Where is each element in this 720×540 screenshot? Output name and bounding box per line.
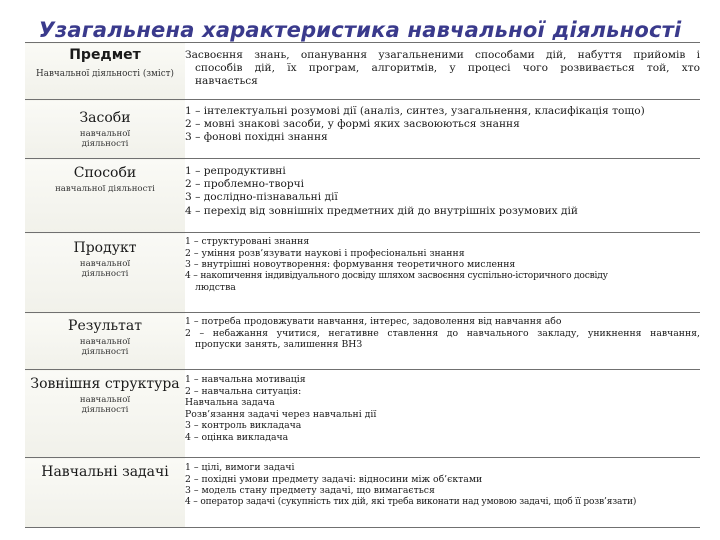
content-line: 1 – навчальна мотивація: [185, 374, 306, 385]
row-content-cell: [185, 370, 700, 458]
content-line: 2 – уміння розв’язувати наукові і професіональні знання: [185, 247, 465, 259]
row-subheading: навчальної діяльності: [79, 129, 131, 149]
content-line: 3 – контроль викладача: [185, 420, 302, 432]
content-line: 4 – перехід від зовнішніх предметних дій до внутрішніх розумових дій: [185, 204, 578, 217]
content-line: людства: [195, 282, 236, 294]
slide-title: Узагальнена характеристика навчальної діяльності: [38, 18, 682, 42]
table-row-result: [25, 313, 700, 370]
content-line: навчається: [195, 75, 258, 88]
row-content-cell: [185, 233, 700, 313]
row-header-cell: [25, 159, 185, 233]
row-content-cell: [185, 100, 700, 159]
content-line: Розв’язання задачі через навчальні дії: [185, 408, 377, 420]
content-line: 4 – накопичення індивідуального досвіду шляхом засвоєння суспільно-історичного досвіду: [185, 270, 608, 281]
row-heading: Продукт: [73, 240, 137, 256]
content-line: 2 – навчальна ситуація:: [185, 385, 302, 397]
content-line: 4 – оцінка викладача: [185, 431, 289, 443]
content-line: 1 – потреба продовжувати навчання, інтерес, задоволення від навчання або: [185, 316, 562, 327]
content-line: Навчальна задача: [185, 397, 275, 409]
row-content-cell: [185, 159, 700, 233]
content-line: 3 – дослідно-пізнавальні дії: [185, 191, 338, 204]
content-line: 4 – оператор задачі (сукупність тих дій, які треба виконати над умовою задачі, щоб її розв’язати): [185, 496, 637, 507]
content-line: 2 – похідні умови предмету задачі: відносини між об’єктами: [185, 473, 483, 485]
row-header-cell: [25, 458, 185, 528]
row-content-cell: [185, 43, 700, 100]
table-row-subject: [25, 43, 700, 100]
content-line: Засвоєння знань, опанування узагальненими способами дій, набуття прийомів і: [185, 49, 700, 61]
row-content-cell: [185, 313, 700, 370]
characteristics-table: [25, 42, 700, 528]
row-header-cell: [25, 43, 185, 100]
content-line: 3 – фонові похідні знання: [185, 131, 328, 144]
table-row-external-structure: [25, 370, 700, 458]
content-line: 3 – внутрішні новоутворення: формування теоретичного мислення: [185, 259, 516, 271]
content-line: 2 – проблемно-творчі: [185, 178, 305, 191]
row-heading: Результат: [68, 318, 142, 334]
table-row-means: [25, 100, 700, 159]
content-line: 1 – репродуктивні: [185, 165, 286, 177]
row-subheading: навчальної діяльності: [79, 395, 131, 415]
row-header-cell: [25, 370, 185, 458]
row-header-cell: [25, 313, 185, 370]
row-header-cell: [25, 100, 185, 159]
row-subheading: навчальної діяльності: [79, 259, 131, 279]
row-subheading: навчальної діяльності: [79, 337, 131, 357]
content-line: 1 – структуровані знання: [185, 236, 310, 247]
row-heading: Зовнішня структура: [30, 376, 180, 392]
content-line: 1 – цілі, вимоги задачі: [185, 462, 295, 473]
content-line: способів дій, їх програм, алгоритмів, у процесі чого розвивається той, хто: [195, 62, 700, 75]
row-subheading: Навчальної діяльності (зміст): [36, 69, 174, 79]
row-content-cell: [185, 458, 700, 528]
row-heading: Засоби: [79, 110, 131, 126]
content-line: 2 – небажання учитися, негативне ставлення до навчального закладу, уникнення навчання,: [185, 327, 700, 339]
row-heading: Предмет: [69, 47, 141, 63]
content-line: 3 – модель стану предмету задачі, що вимагається: [185, 485, 435, 497]
table-row-product: [25, 233, 700, 313]
table-row-learning-tasks: [25, 458, 700, 528]
content-line: пропуски занять, залишення ВНЗ: [195, 339, 363, 351]
table-row-methods: [25, 159, 700, 233]
row-header-cell: [25, 233, 185, 313]
content-line: 2 – мовні знакові засоби, у формі яких засвоюються знання: [185, 118, 520, 131]
row-heading: Навчальні задачі: [41, 464, 169, 480]
row-heading: Способи: [73, 165, 137, 181]
row-subheading: навчальної діяльності: [55, 184, 155, 194]
content-line: 1 – інтелектуальні розумові дії (аналіз, синтез, узагальнення, класифікація тощо): [185, 105, 645, 117]
